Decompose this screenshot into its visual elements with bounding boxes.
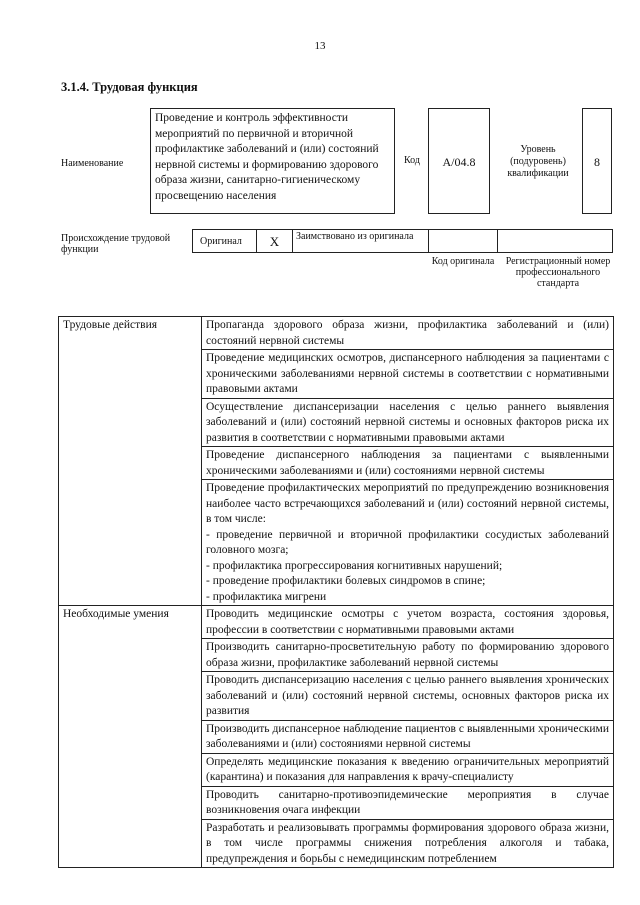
table-row bbox=[59, 317, 614, 350]
table-body bbox=[59, 317, 614, 868]
borrowed-cell: Заимствовано из оригинала bbox=[292, 229, 429, 253]
section-item: Пропаганда здорового образа жизни, профилактика заболеваний и (или) состояний нервной системы bbox=[202, 317, 614, 350]
reg-number-label: Регистрационный номер профессионального стандарта bbox=[505, 256, 611, 289]
origin-table bbox=[192, 229, 613, 253]
section-item: Проводить медицинские осмотры с учетом возраста, состояния здоровья, профессии в соответствии с нормативными правовыми актами bbox=[202, 606, 614, 639]
section-title: 3.1.4. Трудовая функция bbox=[61, 80, 198, 94]
section-item: Проведение диспансерного наблюдения за пациентами с выявленными хроническими заболеваниями и (или) состояниями нервной системы bbox=[202, 447, 614, 480]
section-label: Необходимые умения bbox=[59, 606, 202, 868]
reg-number-cell bbox=[497, 229, 613, 253]
origin-label: Происхождение трудовой функции bbox=[61, 233, 171, 255]
section-item: Проведение медицинских осмотров, диспансерного наблюдения за пациентами с хроническими заболеваниями нервной системы в соответствии с нормативными правовыми актами bbox=[202, 350, 614, 399]
section-label: Трудовые действия bbox=[59, 317, 202, 606]
section-item: Проводить диспансеризацию населения с целью раннего выявления хронических заболеваний и (или) состояний нервной системы, основных факторов риска их развития bbox=[202, 672, 614, 721]
section-item: Определять медицинские показания к введению ограничительных мероприятий (карантина) и показания для направления к врачу-специалисту bbox=[202, 753, 614, 786]
code-original-cell bbox=[428, 229, 498, 253]
qualification-level-label: Уровень (подуровень) квалификации bbox=[507, 144, 569, 179]
section-item: Осуществление диспансеризации населения с целью раннего выявления заболеваний и (или) состояний нервной системы и основных факторов риска их развития в соответствии с нормативными правовыми актами bbox=[202, 398, 614, 447]
section-item: Производить санитарно-просветительную работу по формированию здорового образа жизни, профилактике заболеваний нервной системы bbox=[202, 639, 614, 672]
function-name-box: Проведение и контроль эффективности мероприятий по первичной и вторичной профилактике заболеваний и (или) состояний нервной системы и формированию здорового образа жизни, санитарно-гигиеническому просвещению населения bbox=[150, 108, 395, 214]
page-number: 13 bbox=[314, 40, 326, 52]
section-item: Проведение профилактических мероприятий по предупреждению возникновения наиболее часто встречающихся заболеваний и (или) состояний нервной системы, в том числе: - проведение первичной и вторичной профилактики сосудистых заболеваний головного мозга; - профилактика прогрессирования когнитивных нарушений; - проведение профилактики болевых синдромов в спине; - профилактика мигрени bbox=[202, 480, 614, 606]
original-cell: Оригинал bbox=[192, 229, 257, 253]
qualification-level-box: 8 bbox=[582, 108, 612, 214]
original-mark-cell: X bbox=[256, 229, 293, 253]
function-details-table bbox=[58, 316, 614, 868]
name-label: Наименование bbox=[61, 158, 124, 169]
code-label: Код bbox=[404, 155, 420, 166]
table-row bbox=[59, 606, 614, 639]
code-value-box: А/04.8 bbox=[428, 108, 490, 214]
code-original-label: Код оригинала bbox=[431, 256, 495, 267]
section-item: Производить диспансерное наблюдение пациентов с выявленными хроническими заболеваниями и (или) состояниями нервной системы bbox=[202, 720, 614, 753]
section-item: Проводить санитарно-противоэпидемические мероприятия в случае возникновения очага инфекции bbox=[202, 786, 614, 819]
section-item: Разработать и реализовывать программы формирования здорового образа жизни, в том числе программы снижения потребления алкоголя и табака, предупреждения и борьбы с немедицинским потреблением bbox=[202, 819, 614, 868]
